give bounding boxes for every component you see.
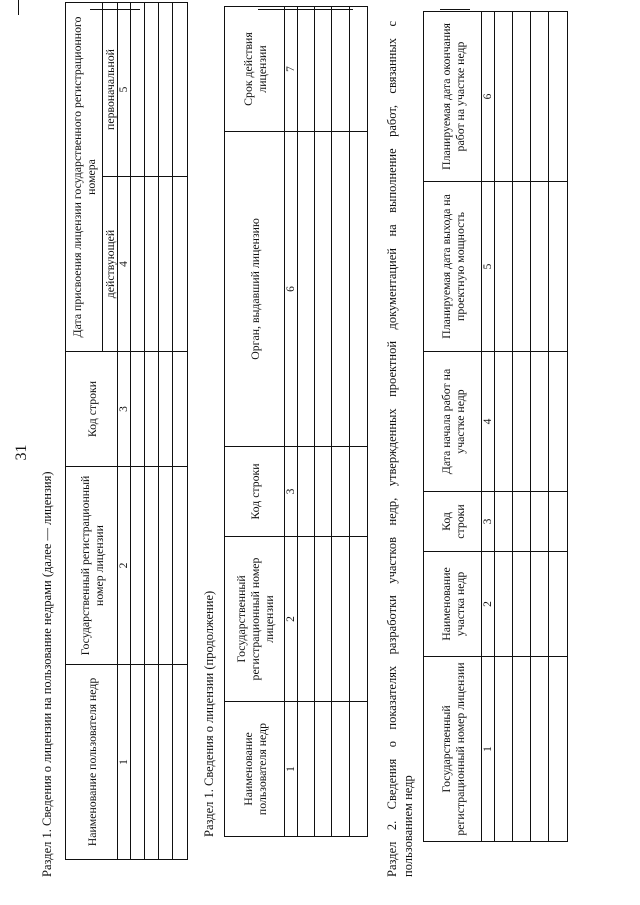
section2-header-line-code: Код строки [424, 492, 482, 552]
section1-cont-title: Раздел 1. Сведения о лицензии (продолжение) [202, 590, 216, 837]
section1-col-number: 4 [118, 177, 131, 352]
table-cell [145, 665, 159, 860]
table-cell [332, 7, 350, 132]
section1-table [65, 2, 188, 860]
table-cell [298, 537, 315, 702]
table-cell [173, 467, 188, 665]
table-cell [315, 702, 332, 837]
table-cell [549, 12, 568, 182]
section2-header-design-capacity-date: Планируемая дата выхода на проектную мощность [424, 182, 482, 352]
section1-cont-header-reg-number: Государственный регистрационный номер лицензии [225, 537, 285, 702]
table-cell [145, 177, 159, 352]
page-number: 31 [13, 444, 30, 461]
table-cell [495, 552, 513, 657]
table-cell [531, 492, 549, 552]
table-cell [350, 132, 368, 447]
table-cell [332, 132, 350, 447]
section1-header-current: действующей [103, 177, 118, 352]
table-cell [350, 447, 368, 537]
section1-cont-table [224, 6, 368, 837]
table-cell [531, 12, 549, 182]
table-cell [513, 657, 531, 842]
table-cell [298, 132, 315, 447]
table-cell [513, 182, 531, 352]
table-cell [350, 702, 368, 837]
table-cell [332, 537, 350, 702]
table-cell [549, 352, 568, 492]
table-cell [549, 657, 568, 842]
section1-col-number: 2 [118, 467, 131, 665]
table-cell [495, 657, 513, 842]
section2-title-line1: Раздел 2. Сведения о показателях разработки участков недр, утвержденных проектной документацией на выполнение работ, связанных с [385, 21, 399, 877]
table-cell [159, 467, 173, 665]
table-cell [131, 2, 145, 176]
section1-cont-header-issuing-body: Орган, выдавший лицензию [225, 132, 285, 447]
section2-col-number: 3 [482, 492, 495, 552]
table-cell [513, 552, 531, 657]
section2-header-end-date: Планируемая дата окончания работ на участке недр [424, 12, 482, 182]
section2-table [423, 11, 568, 842]
table-cell [131, 352, 145, 467]
section2-title-line2: пользованием недр [401, 775, 415, 877]
table-cell [549, 182, 568, 352]
section2-header-start-date: Дата начала работ на участке недр [424, 352, 482, 492]
section1-title: Раздел 1. Сведения о лицензии на пользование недрами (далее — лицензия) [40, 471, 54, 877]
table-cell [298, 447, 315, 537]
table-cell [173, 2, 188, 176]
table-cell [495, 12, 513, 182]
table-cell [159, 352, 173, 467]
section1-header-line-code: Код строки [66, 352, 118, 467]
table-cell [531, 352, 549, 492]
table-cell [315, 537, 332, 702]
section1-header-reg-number: Государственный регистрационный номер лицензии [66, 467, 118, 665]
table-cell [549, 552, 568, 657]
table-cell [159, 665, 173, 860]
table-cell [298, 7, 315, 132]
section2-header-reg-number: Государственный регистрационный номер лицензии [424, 657, 482, 842]
table-cell [145, 467, 159, 665]
table-cell [549, 492, 568, 552]
table-cell [131, 665, 145, 860]
table-cell [315, 7, 332, 132]
section1-cont-col-number: 7 [285, 7, 298, 132]
table-cell [531, 657, 549, 842]
table-cell [173, 177, 188, 352]
section1-cont-col-number: 2 [285, 537, 298, 702]
section1-col-number: 3 [118, 352, 131, 467]
section1-header-assignment-date: Дата присвоения лицензии государственного регистрационного номера [66, 2, 103, 351]
section2-col-number: 4 [482, 352, 495, 492]
table-cell [513, 12, 531, 182]
table-cell [145, 352, 159, 467]
table-cell [332, 447, 350, 537]
top-edge-line [18, 0, 19, 15]
table-cell [298, 702, 315, 837]
table-cell [145, 2, 159, 176]
table-cell [495, 352, 513, 492]
page-edge-line [90, 9, 140, 10]
table-cell [131, 177, 145, 352]
section1-header-user-name: Наименование пользователя недр [66, 665, 118, 860]
table-cell [173, 665, 188, 860]
table-cell [332, 702, 350, 837]
table-cell [159, 177, 173, 352]
table-cell [315, 132, 332, 447]
page-edge-line [258, 9, 353, 10]
table-cell [173, 352, 188, 467]
section2-header-site-name: Наименование участка недр [424, 552, 482, 657]
section1-col-number: 5 [118, 2, 131, 176]
section1-cont-col-number: 3 [285, 447, 298, 537]
section1-cont-col-number: 1 [285, 702, 298, 837]
section1-cont-col-number: 6 [285, 132, 298, 447]
section2-col-number: 2 [482, 552, 495, 657]
section1-cont-header-user-name: Наименование пользователя недр [225, 702, 285, 837]
table-cell [315, 447, 332, 537]
table-cell [495, 182, 513, 352]
section2-col-number: 5 [482, 182, 495, 352]
section1-header-initial: первоначальной [103, 2, 118, 176]
section2-col-number: 1 [482, 657, 495, 842]
page-edge-line [440, 9, 470, 10]
table-cell [531, 552, 549, 657]
table-cell [131, 467, 145, 665]
section2-col-number: 6 [482, 12, 495, 182]
table-cell [513, 492, 531, 552]
table-cell [159, 2, 173, 176]
table-cell [495, 492, 513, 552]
table-cell [531, 182, 549, 352]
table-cell [513, 352, 531, 492]
section1-cont-header-line-code: Код строки [225, 447, 285, 537]
table-cell [350, 7, 368, 132]
section1-cont-header-validity: Срок действия лицензии [225, 7, 285, 132]
section1-col-number: 1 [118, 665, 131, 860]
table-cell [350, 537, 368, 702]
